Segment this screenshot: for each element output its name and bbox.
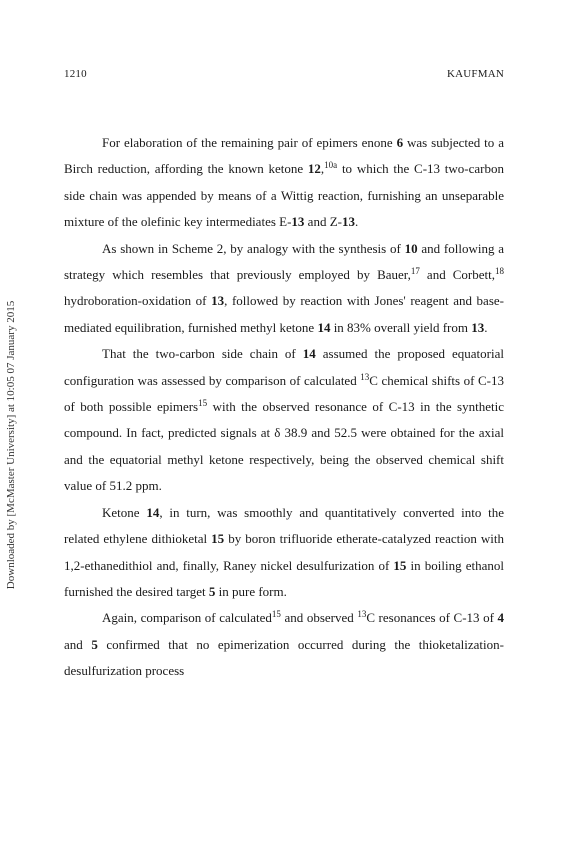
superscript: 15 (271, 609, 281, 620)
text-run: confirmed that no epimerization occurred during the thioketalization-desulfurization process (64, 636, 504, 679)
text-run: and (64, 636, 92, 652)
compound-number: 5 (208, 583, 216, 599)
superscript: 10a (324, 160, 338, 171)
paragraph (64, 236, 504, 342)
text-run: with the observed resonance of C-13 in the synthetic compound. In fact, predicted signals at δ 38.9 and 52.5 were obtained for the axial and the equatorial methyl ketone respectively, being the observed chemical shift value of 51.2 ppm. (64, 399, 504, 494)
text-run: , in turn, was smoothly and quantitatively converted into the related ethylene dithioketal (64, 504, 504, 547)
download-notice-text: Downloaded by [McMaster University] at 10:05 07 January 2015 (5, 300, 17, 590)
compound-number: 4 (497, 610, 505, 626)
download-notice (4, 260, 18, 630)
text-run: to which the C-13 two-carbon side chain was appended by means of a Wittig reaction, furnishing an unseparable mixture of the olefinic key intermediates E- (64, 161, 504, 230)
compound-number: 14 (317, 319, 331, 335)
text-run: in boiling ethanol furnished the desired target (64, 557, 504, 599)
compound-number: 15 (393, 557, 407, 573)
text-run: . (484, 319, 488, 335)
compound-number: 12 (307, 161, 321, 177)
paragraph (64, 605, 504, 684)
text-run: C chemical shifts of C-13 of both possible epimers (64, 372, 504, 415)
text-run: , (320, 161, 325, 177)
text-run: in 83% overall yield from (330, 319, 472, 335)
text-run: . (354, 214, 359, 230)
running-head: KAUFMAN (446, 68, 504, 80)
text-run: As shown in Scheme 2, by analogy with the synthesis of (102, 240, 405, 256)
superscript: 17 (410, 266, 420, 277)
compound-number: 14 (302, 346, 316, 362)
superscript: 13 (357, 609, 367, 620)
text-run: That the two-carbon side chain of (102, 346, 303, 362)
text-run: C resonances of C-13 of (366, 610, 498, 626)
compound-number: 10 (404, 240, 418, 256)
text-run: Again, comparison of calculated (102, 610, 272, 626)
compound-number: 13 (291, 214, 305, 230)
article-body (64, 130, 504, 685)
text-run: Ketone (102, 504, 147, 520)
text-run: in pure form. (215, 583, 287, 599)
text-run: , followed by reaction with Jones' reagent and base-mediated equilibration, furnished methyl ketone (64, 293, 504, 335)
text-run: by boron trifluoride etherate-catalyzed reaction with 1,2-ethanedithiol and, finally, Raney nickel desulfurization of (64, 531, 505, 573)
paragraph (64, 341, 504, 499)
text-run: hydroboration-oxidation of (64, 293, 212, 309)
page-number: 1210 (64, 68, 87, 80)
compound-number: 15 (211, 531, 225, 547)
superscript: 18 (495, 266, 505, 277)
text-run: and Z- (304, 214, 342, 230)
paragraph (64, 500, 504, 606)
text-run: and observed (280, 610, 358, 626)
compound-number: 6 (396, 135, 404, 150)
compound-number: 5 (91, 636, 98, 652)
superscript: 13 (360, 371, 370, 382)
superscript: 15 (198, 398, 208, 409)
compound-number: 13 (471, 319, 485, 335)
text-run: and following a strategy which resembles that previously employed by Bauer, (64, 240, 504, 283)
text-run: For elaboration of the remaining pair of epimers enone (102, 135, 397, 150)
compound-number: 14 (146, 504, 160, 520)
compound-number: 13 (341, 214, 355, 230)
compound-number: 13 (211, 293, 225, 309)
text-run: and Corbett, (419, 267, 496, 283)
text-run: was subjected to a Birch reduction, affording the known ketone (64, 135, 504, 177)
paragraph (64, 130, 504, 236)
text-run: assumed the proposed equatorial configuration was assessed by comparison of calculated (64, 346, 504, 388)
